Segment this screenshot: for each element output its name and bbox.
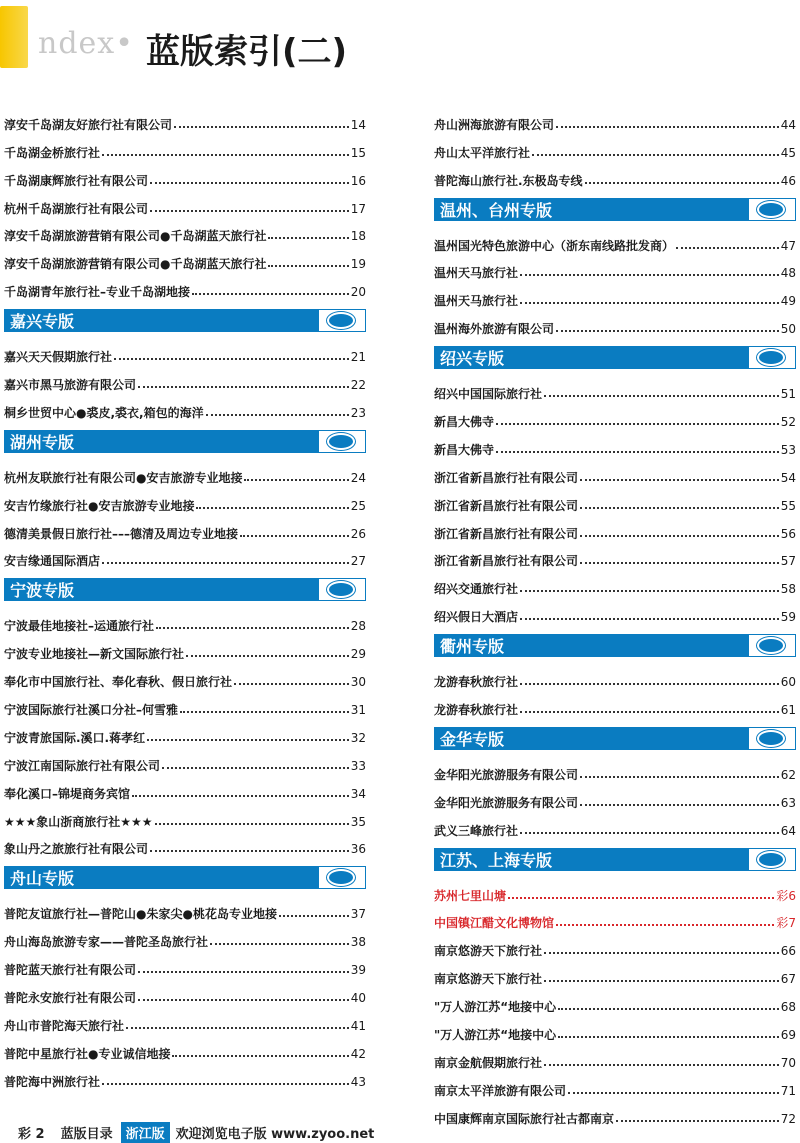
entry-page-number: 彩7 [776,916,796,931]
entry-name: "万人游江苏“地接中心 [434,1028,557,1043]
dot-leader [114,357,349,360]
entry-page-number: 52 [780,415,796,430]
section-circle-icon [748,634,796,657]
footer-page-number: 彩 2 [18,1127,45,1142]
dot-leader [520,273,779,276]
index-entry[interactable] [4,665,366,693]
section-circle-icon [318,309,366,332]
entry-name: 淳安千岛湖旅游营销有限公司●千岛湖蓝天旅行社 [4,229,267,244]
dot-leader [520,682,779,685]
entry-page-number: 60 [780,675,796,690]
index-entry[interactable] [434,786,796,814]
section-title: 绍兴专版 [440,349,505,369]
index-entry[interactable] [4,545,366,573]
section-title: 江苏、上海专版 [440,850,553,870]
index-entry[interactable] [4,164,366,192]
entry-name: 宁波青旅国际.溪口.蒋孝红 [4,730,146,745]
index-entry[interactable] [4,749,366,777]
entry-name: 温州国光特色旅游中心（浙东南线路批发商） [434,238,675,253]
entry-page-number: 57 [780,554,796,569]
section-header [434,198,796,221]
index-entry[interactable] [434,1018,796,1046]
entry-name: 苏州七里山塘 [434,888,507,903]
index-entry[interactable] [4,925,366,953]
index-entry[interactable] [434,257,796,285]
entry-page-number: 19 [350,257,366,272]
entry-name: 绍兴假日大酒店 [434,610,519,625]
dot-leader [558,1035,779,1038]
dot-leader [234,682,349,685]
dot-leader [268,236,348,239]
entry-name: 淳安千岛湖友好旅行社有限公司 [4,117,173,132]
index-entry[interactable] [434,229,796,257]
index-entry[interactable] [434,572,796,600]
section-header [434,727,796,750]
entry-page-number: 55 [780,498,796,513]
index-entry[interactable] [4,1065,366,1093]
index-entry[interactable] [4,247,366,275]
dot-leader [520,617,779,620]
entry-page-number: 59 [780,610,796,625]
dot-leader [268,264,348,267]
entry-name: 宁波国际旅行社溪口分社–何雪雅 [4,703,179,718]
entry-name: 龙游春秋旅行社 [434,675,519,690]
entry-page-number: 17 [350,201,366,216]
entry-page-number: 31 [350,703,366,718]
index-entry[interactable] [434,433,796,461]
entry-name: 安吉竹缘旅行社●安吉旅游专业地接 [4,498,195,513]
entry-name: 南京金航假期旅行社 [434,1055,543,1070]
index-entry[interactable] [434,934,796,962]
section-header [4,430,366,453]
entry-page-number: 53 [780,442,796,457]
entry-page-number: 67 [780,972,796,987]
entry-name: 普陀中星旅行社●专业诚信地接 [4,1046,171,1061]
entry-page-number: 69 [780,1028,796,1043]
entry-name: 新昌大佛寺 [434,442,495,457]
index-entry[interactable] [434,517,796,545]
entry-name: 嘉兴天天假期旅行社 [4,350,113,365]
dot-leader [580,775,779,778]
entry-page-number: 21 [350,350,366,365]
entry-page-number: 39 [350,963,366,978]
entry-page-number: 18 [350,229,366,244]
index-entry[interactable] [434,758,796,786]
dot-leader [244,478,348,481]
index-entry[interactable] [4,368,366,396]
entry-name: 舟山海岛旅游专家——普陀圣岛旅行社 [4,935,209,950]
entry-page-number: 62 [780,767,796,782]
dot-leader [150,209,349,212]
footer-url[interactable]: 欢迎浏览电子版 www.zyoo.net [175,1127,375,1142]
dot-leader [544,394,779,397]
index-entry[interactable] [4,192,366,220]
entry-page-number: 58 [780,582,796,597]
index-entry[interactable] [4,805,366,833]
entry-name: 中国镇江醋文化博物馆 [434,916,555,931]
entry-name: 杭州友联旅行社有限公司●安吉旅游专业地接 [4,470,243,485]
section-circle-icon [318,866,366,889]
index-entry[interactable] [434,1102,796,1130]
dot-leader [180,710,349,713]
entry-name: 千岛湖康辉旅行社有限公司 [4,173,149,188]
entry-name: 安吉缘通国际酒店 [4,554,101,569]
section-circle-icon [748,346,796,369]
section-circle-icon [318,430,366,453]
index-entry[interactable] [434,600,796,628]
index-entry[interactable] [4,489,366,517]
dot-leader [544,951,779,954]
dot-leader [102,561,349,564]
entry-name: 浙江省新昌旅行社有限公司 [434,498,579,513]
entry-page-number: 14 [350,117,366,132]
page-header [0,0,800,80]
entry-page-number: 20 [350,285,366,300]
dot-leader [496,422,779,425]
dot-leader [580,803,779,806]
dot-leader [155,822,349,825]
footer-catalog: 蓝版目录 [60,1127,113,1142]
entry-page-number: 45 [780,145,796,160]
entry-name: 嘉兴市黑马旅游有限公司 [4,378,137,393]
section-header [434,848,796,871]
index-entry[interactable] [434,108,796,136]
right-index-column [434,108,796,1130]
dot-leader [206,413,349,416]
entry-name: 普陀海山旅行社.东极岛专线 [434,173,583,188]
index-entry[interactable] [4,981,366,1009]
index-entry[interactable] [434,693,796,721]
entry-name: 舟山洲海旅游有限公司 [434,117,555,132]
entry-page-number: 64 [780,823,796,838]
dot-leader [150,849,349,852]
entry-name: 宁波最佳地接社–运通旅行社 [4,619,155,634]
entry-name: 金华阳光旅游服务有限公司 [434,767,579,782]
dot-leader [196,506,348,509]
entry-page-number: 22 [350,378,366,393]
dot-leader [568,1091,779,1094]
entry-page-number: 71 [780,1083,796,1098]
page-footer [0,1122,374,1143]
entry-page-number: 48 [780,266,796,281]
entry-name: 舟山市普陀海天旅行社 [4,1018,125,1033]
index-entry[interactable] [434,164,796,192]
index-entry[interactable] [434,907,796,935]
entry-name: 绍兴交通旅行社 [434,582,519,597]
index-entry[interactable] [4,461,366,489]
entry-name: "万人游江苏“地接中心 [434,1000,557,1015]
section-circle-icon [318,578,366,601]
index-entry[interactable] [4,833,366,861]
entry-page-number: 34 [350,786,366,801]
entry-name: 浙江省新昌旅行社有限公司 [434,554,579,569]
entry-name: 新昌大佛寺 [434,415,495,430]
entry-page-number: 16 [350,173,366,188]
section-circle-icon [748,727,796,750]
entry-page-number: 38 [350,935,366,950]
entry-page-number: 36 [350,842,366,857]
dot-leader [138,385,349,388]
entry-page-number: 41 [350,1018,366,1033]
entry-page-number: 37 [350,907,366,922]
index-entry[interactable] [434,405,796,433]
dot-leader [147,738,349,741]
section-title: 温州、台州专版 [440,200,553,220]
dot-leader [580,534,779,537]
index-entry[interactable] [4,1009,366,1037]
dot-leader [186,654,349,657]
dot-leader [676,246,779,249]
dot-leader [279,914,349,917]
section-header [4,578,366,601]
index-word: ndex• [38,26,134,61]
entry-name: 普陀海中洲旅行社 [4,1074,101,1089]
entry-page-number: 27 [350,554,366,569]
entry-page-number: 47 [780,238,796,253]
index-entry[interactable] [434,545,796,573]
entry-page-number: 30 [350,675,366,690]
section-title: 宁波专版 [10,581,75,601]
dot-leader [240,534,349,537]
dot-leader [172,1054,348,1057]
index-entry[interactable] [4,136,366,164]
index-entry[interactable] [4,275,366,303]
entry-name: 南京悠游天下旅行社 [434,972,543,987]
entry-page-number: 彩6 [776,888,796,903]
entry-name: 普陀永安旅行社有限公司 [4,991,137,1006]
dot-leader [174,125,349,128]
dot-leader [138,998,349,1001]
entry-page-number: 68 [780,1000,796,1015]
entry-name: 千岛湖青年旅行社–专业千岛湖地接 [4,285,191,300]
index-entry[interactable] [4,637,366,665]
entry-page-number: 40 [350,991,366,1006]
index-entry[interactable] [4,721,366,749]
entry-name: 象山丹之旅旅行社有限公司 [4,842,149,857]
dot-leader [544,1063,779,1066]
index-entry[interactable] [4,609,366,637]
entry-name: 浙江省新昌旅行社有限公司 [434,526,579,541]
entry-name: 淳安千岛湖旅游营销有限公司●千岛湖蓝天旅行社 [4,257,267,272]
index-entry[interactable] [4,953,366,981]
dot-leader [520,589,779,592]
entry-name: 舟山太平洋旅行社 [434,145,531,160]
section-title: 嘉兴专版 [10,312,75,332]
dot-leader [132,794,349,797]
section-title: 金华专版 [440,730,505,750]
section-circle-icon [748,198,796,221]
entry-page-number: 66 [780,944,796,959]
entry-name: 普陀友谊旅行社—普陀山●朱家尖●桃花岛专业地接 [4,907,277,922]
left-index-column [4,108,366,1093]
entry-name: 宁波专业地接社—新文国际旅行社 [4,647,185,662]
section-header [4,866,366,889]
index-entry[interactable] [4,108,366,136]
index-entry[interactable] [434,489,796,517]
entry-page-number: 51 [780,387,796,402]
dot-leader [580,561,779,564]
entry-page-number: 43 [350,1074,366,1089]
entry-name: 浙江省新昌旅行社有限公司 [434,470,579,485]
entry-page-number: 32 [350,730,366,745]
page-title: 蓝版索引(二) [146,32,348,72]
entry-page-number: 72 [780,1111,796,1126]
index-entry[interactable] [4,1037,366,1065]
index-entry[interactable] [4,517,366,545]
entry-page-number: 25 [350,498,366,513]
entry-page-number: 42 [350,1046,366,1061]
entry-page-number: 15 [350,145,366,160]
dot-leader [558,1007,779,1010]
index-entry[interactable] [434,284,796,312]
dot-leader [520,710,779,713]
dot-leader [556,923,774,926]
index-entry[interactable] [4,897,366,925]
section-title: 衢州专版 [440,637,505,657]
dot-leader [496,450,779,453]
entry-name: 中国康辉南京国际旅行社古都南京 [434,1111,615,1126]
entry-page-number: 61 [780,703,796,718]
index-entry[interactable] [434,814,796,842]
entry-page-number: 70 [780,1055,796,1070]
dot-leader [126,1026,349,1029]
entry-name: 温州天马旅行社 [434,294,519,309]
entry-page-number: 29 [350,647,366,662]
dot-leader [556,125,779,128]
dot-leader [192,292,349,295]
dot-leader [580,478,779,481]
entry-page-number: 28 [350,619,366,634]
index-entry[interactable] [434,136,796,164]
index-entry[interactable] [4,220,366,248]
dot-leader [616,1119,779,1122]
entry-page-number: 63 [780,795,796,810]
entry-name: 德清美景假日旅行社–––德清及周边专业地接 [4,526,239,541]
section-header [4,309,366,332]
index-entry[interactable] [4,396,366,424]
dot-leader [156,626,349,629]
entry-page-number: 44 [780,117,796,132]
section-title: 湖州专版 [10,432,75,452]
index-entry[interactable] [434,990,796,1018]
index-entry[interactable] [434,1046,796,1074]
entry-page-number: 54 [780,470,796,485]
entry-page-number: 23 [350,405,366,420]
index-entry[interactable] [434,879,796,907]
section-header [434,346,796,369]
dot-leader [544,979,779,982]
section-header [434,634,796,657]
index-entry[interactable] [4,340,366,368]
dot-leader [508,896,774,899]
entry-page-number: 49 [780,294,796,309]
dot-leader [580,506,779,509]
entry-name: 金华阳光旅游服务有限公司 [434,795,579,810]
index-entry[interactable] [434,665,796,693]
index-letter-i-logo [0,6,28,68]
dot-leader [162,766,349,769]
dot-leader [532,153,779,156]
entry-name: 武义三峰旅行社 [434,823,519,838]
dot-leader [102,153,349,156]
dot-leader [138,970,349,973]
entry-name: 南京悠游天下旅行社 [434,944,543,959]
entry-name: 宁波江南国际旅行社有限公司 [4,758,161,773]
entry-name: 杭州千岛湖旅行社有限公司 [4,201,149,216]
entry-page-number: 46 [780,173,796,188]
index-entry[interactable] [434,1074,796,1102]
entry-name: 绍兴中国国际旅行社 [434,387,543,402]
entry-page-number: 26 [350,526,366,541]
dot-leader [520,301,779,304]
index-entry[interactable] [434,377,796,405]
entry-name: ★★★象山浙商旅行社★★★ [4,814,153,829]
entry-name: 龙游春秋旅行社 [434,703,519,718]
entry-page-number: 35 [350,814,366,829]
entry-name: 桐乡世贸中心●裘皮,裘衣,箱包的海洋 [4,405,204,420]
entry-name: 温州天马旅行社 [434,266,519,281]
entry-name: 南京太平洋旅游有限公司 [434,1083,567,1098]
dot-leader [585,181,779,184]
index-entry[interactable] [4,693,366,721]
section-circle-icon [748,848,796,871]
dot-leader [102,1082,349,1085]
entry-page-number: 50 [780,322,796,337]
entry-name: 温州海外旅游有限公司 [434,322,555,337]
dot-leader [210,942,349,945]
entry-name: 奉化溪口–锦堤商务宾馆 [4,786,131,801]
index-entry[interactable] [4,777,366,805]
footer-edition-badge: 浙江版 [121,1122,170,1143]
dot-leader [150,181,349,184]
index-entry[interactable] [434,962,796,990]
entry-name: 奉化市中国旅行社、奉化春秋、假日旅行社 [4,675,233,690]
entry-page-number: 56 [780,526,796,541]
entry-name: 千岛湖金桥旅行社 [4,145,101,160]
entry-page-number: 33 [350,758,366,773]
index-entry[interactable] [434,461,796,489]
index-entry[interactable] [434,312,796,340]
entry-name: 普陀蓝天旅行社有限公司 [4,963,137,978]
dot-leader [556,329,779,332]
entry-page-number: 24 [350,470,366,485]
section-title: 舟山专版 [10,869,75,889]
dot-leader [520,831,779,834]
